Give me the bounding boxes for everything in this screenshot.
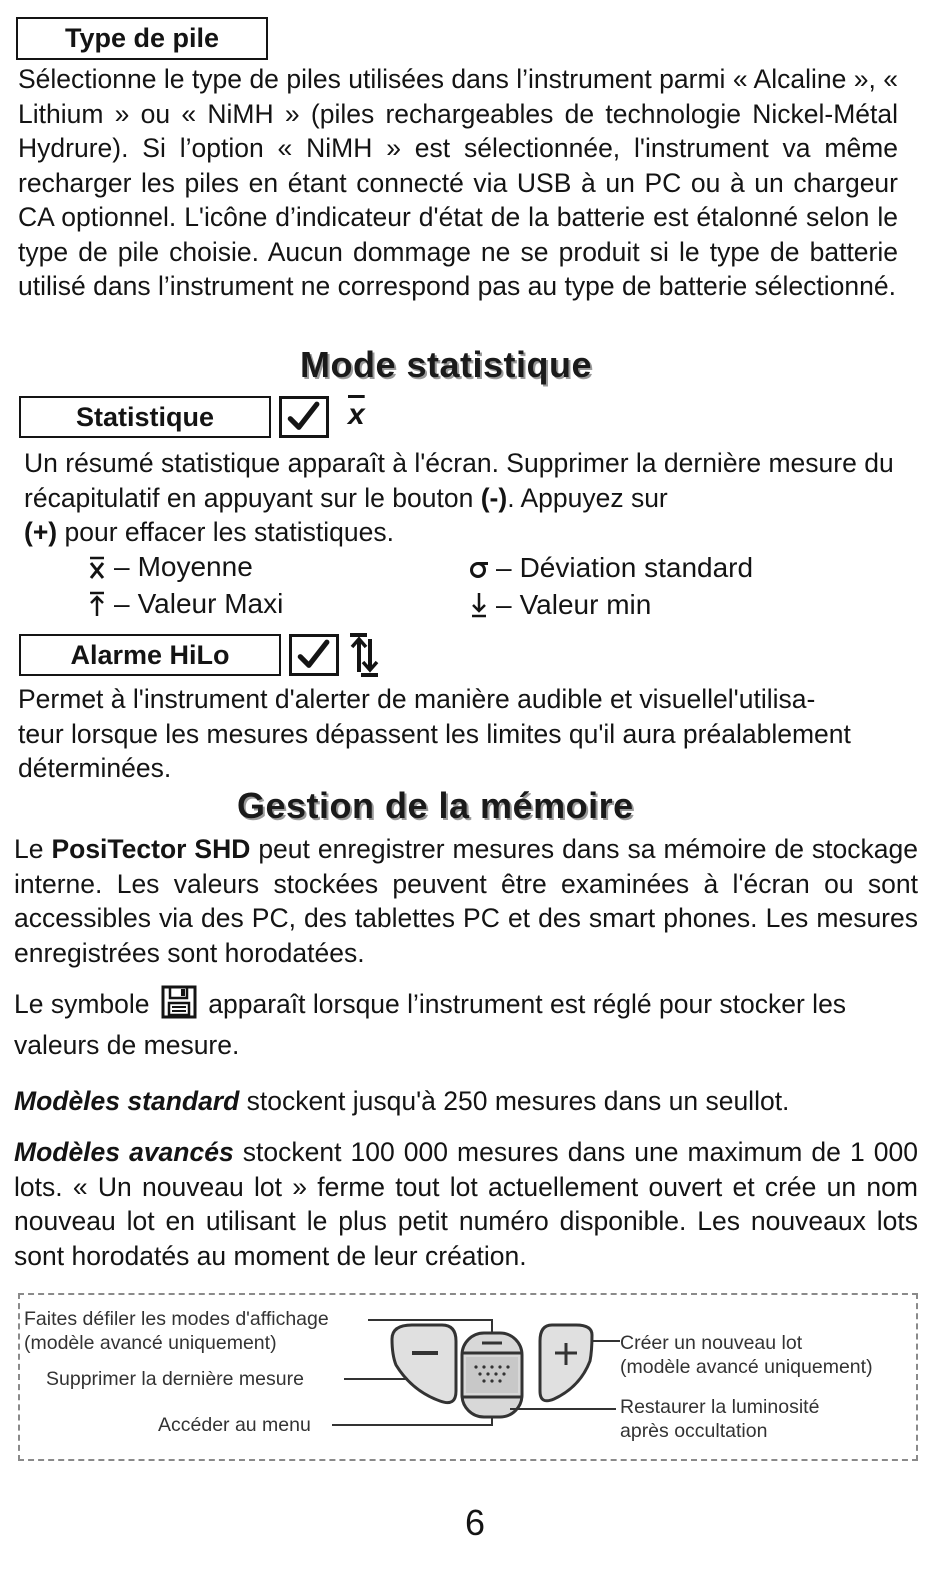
restore-brightness-label (620, 1395, 819, 1443)
center-button-drawing (462, 1333, 522, 1417)
scroll-modes-label (24, 1307, 329, 1355)
menu-label: Accéder au menu (158, 1414, 311, 1436)
hilo-paragraph (18, 682, 928, 786)
hilo-checkbox-icon (289, 634, 339, 676)
floppy-disk-icon (161, 985, 197, 1028)
scroll-modes-line-2: (modèle avancé uniquement) (24, 1332, 277, 1354)
minus-key-label: (-) (480, 482, 508, 513)
advanced-models-label: Modèles avancés (14, 1137, 234, 1167)
plus-key-label: (+) (24, 517, 58, 547)
hilo-line-1: Permet à l'instrument d'alerter de manière audible et visuellel'utilisa- (18, 684, 816, 714)
battery-type-paragraph: Sélectionne le type de piles utilisées dans l’instrument parmi « Alcaline », « Lithium » ou « NiMH » (piles rechargeables de technologie Nickel-Métal Hydrure). Si l’option « NiMH » est sélectionnée, l'instrument va même recharger les piles en étant connecté via USB à un PC ou à un chargeur CA optionnel. L'icône d’indicateur d'état de la batterie est étalonné selon le type de pile choisie. Aucun dommage ne se produit si le type de batterie utilisé dans l’instrument ne correspond pas au type de batterie sélectionné. (18, 64, 898, 301)
max-arrow-icon (84, 590, 110, 618)
statistique-text-3: pour effacer les statistiques. (57, 517, 394, 547)
memory-p4-post: stockent 100 000 mesures dans une maximum de 1 000 lots. « Un nouveau lot » ferme tout lot actuellement ouvert et crée un nom nouveau lot en utilisant le plus petit numéro disponible. Les nouveaux lots sont horodatés au moment de leur création. (14, 1137, 918, 1271)
new-batch-line-1: Créer un nouveau lot (620, 1332, 803, 1354)
min-arrow-icon (466, 591, 492, 619)
plus-button-drawing (540, 1325, 592, 1401)
legend-dash: – (496, 589, 512, 620)
legend-mean-text: Moyenne (137, 551, 253, 582)
statistique-text-1: Un résumé statistique apparaît à l'écran. Supprimer la dernière mesure du récapitulatif en appuyant sur le bouton (24, 448, 894, 513)
mean-symbol: $\overline{x}$ (348, 398, 365, 431)
hilo-line-2: teur lorsque les mesures dépassent les limites qu'il aura préalablement (18, 718, 851, 749)
delete-last-label: Supprimer la dernière mesure (46, 1368, 304, 1390)
memory-paragraph-3 (14, 1084, 918, 1119)
legend-mean (84, 551, 253, 583)
legend-max (84, 588, 283, 620)
restore-line-1: Restaurer la luminosité (620, 1396, 820, 1418)
legend-min (466, 589, 651, 621)
memory-paragraph-1 (14, 832, 918, 970)
memory-paragraph-4 (14, 1135, 918, 1273)
mean-icon (84, 553, 110, 581)
restore-line-2: après occultation (620, 1420, 768, 1442)
button-diagram (18, 1293, 918, 1461)
statistique-label: Statistique (19, 396, 271, 438)
new-batch-label (620, 1331, 873, 1379)
legend-sigma-text: Déviation standard (519, 552, 754, 583)
stat-mode-heading: Mode statistique (300, 344, 593, 385)
memory-paragraph-2 (14, 985, 918, 1062)
statistique-checkbox-icon (279, 396, 329, 438)
memory-p1-pre: Le (14, 834, 52, 864)
page-number: 6 (464, 1502, 486, 1543)
memory-p1-post: peut enregistrer mesures dans sa mémoire de stockage interne. Les valeurs stockées peuvent être examinées à l'écran ou sont accessibles via des PC, des tablettes PC et des smart phones. Les mesures enregistrées sont horodatées. (14, 834, 918, 968)
product-name: PosiTector SHD (51, 834, 251, 864)
memory-heading: Gestion de la mémoire (237, 785, 634, 826)
statistique-text-2: . Appuyez sur (507, 482, 668, 513)
statistique-paragraph (24, 446, 904, 550)
hilo-line-3: déterminées. (18, 753, 172, 783)
memory-p2-post: apparaît lorsque l’instrument est réglé pour stocker les valeurs de mesure. (14, 989, 847, 1060)
minus-button-drawing (392, 1325, 456, 1403)
legend-sigma (466, 552, 753, 584)
hilo-alarm-label: Alarme HiLo (19, 634, 281, 676)
hilo-limits-icon (347, 632, 381, 678)
legend-dash: – (114, 588, 130, 619)
standard-models-label: Modèles standard (14, 1086, 240, 1116)
new-batch-line-2: (modèle avancé uniquement) (620, 1356, 873, 1378)
legend-min-text: Valeur min (519, 589, 652, 620)
legend-max-text: Valeur Maxi (137, 588, 284, 619)
sigma-icon (466, 555, 492, 581)
battery-type-label: Type de pile (16, 17, 268, 60)
memory-p3-post: stockent jusqu'à 250 mesures dans un seullot. (239, 1086, 790, 1116)
legend-dash: – (496, 552, 512, 583)
legend-dash: – (114, 551, 130, 582)
memory-p2-pre: Le symbole (14, 989, 150, 1019)
scroll-modes-line-1: Faites défiler les modes d'affichage (24, 1308, 329, 1330)
